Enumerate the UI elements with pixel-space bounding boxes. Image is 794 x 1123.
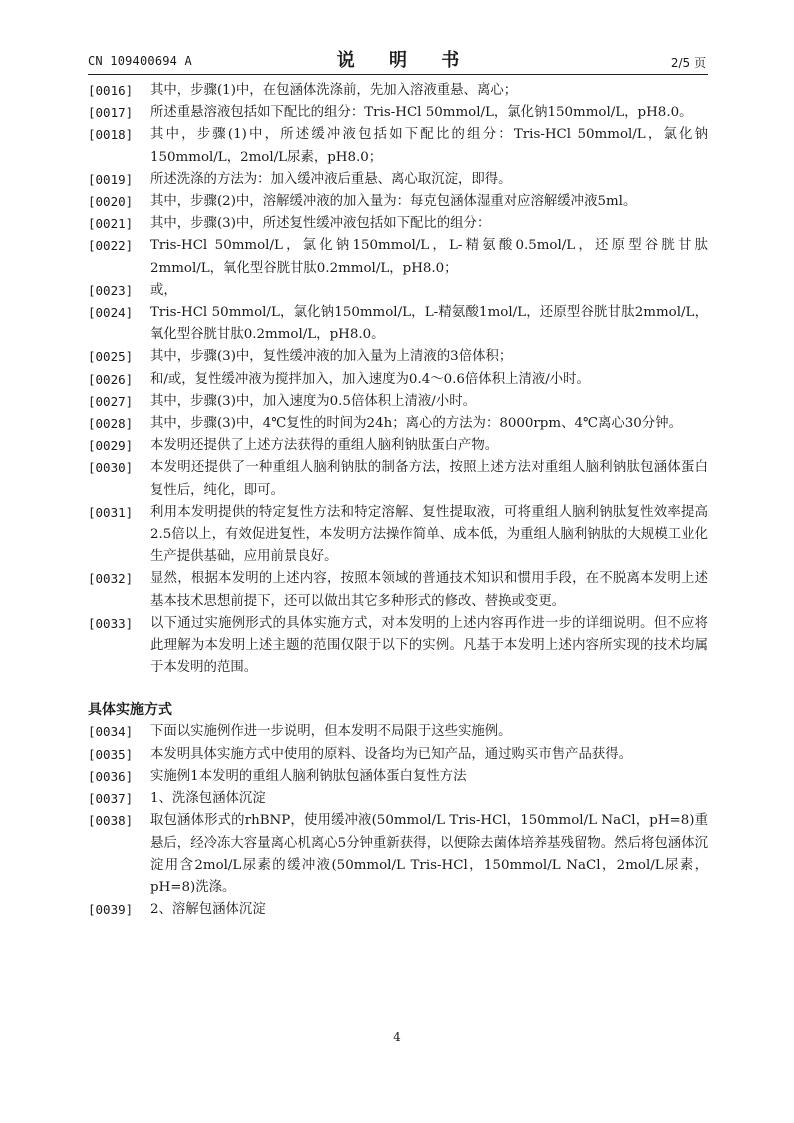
paragraph-number: [0022] bbox=[88, 238, 134, 254]
paragraph-number: [0017] bbox=[88, 105, 134, 121]
paragraph bbox=[88, 124, 708, 168]
paragraph bbox=[88, 457, 708, 501]
paragraph bbox=[88, 169, 708, 191]
paragraph-text: 取包涵体形式的rhBNP，使用缓冲液(50mmol/L Tris-HCl，150mmol/L NaCl，pH=8)重悬后，经冷冻大容量离心机离心5分钟重新获得，以便除去菌体培养基残留物。然后将包涵体沉淀用含2mol/L尿素的缓冲液(50mmol/L Tris-HCl，150mmol/L NaCl，2mol/L尿素，pH=8)洗涤。 bbox=[150, 813, 708, 895]
paragraph-number: [0038] bbox=[88, 813, 134, 829]
paragraph-number: [0027] bbox=[88, 393, 134, 409]
paragraph bbox=[88, 102, 708, 124]
paragraph-text: 其中，步骤(3)中，4℃复性的时间为24h；离心的方法为：8000rpm、4℃离心30分钟。 bbox=[150, 416, 682, 432]
paragraph-number: [0018] bbox=[88, 127, 134, 143]
paragraph-number: [0033] bbox=[88, 615, 134, 631]
paragraph bbox=[88, 346, 708, 368]
paragraph bbox=[88, 191, 708, 213]
paragraph bbox=[88, 369, 708, 391]
page-indicator: 2/5 页 bbox=[670, 56, 706, 70]
paragraph bbox=[88, 721, 708, 743]
paragraph-text: 2、溶解包涵体沉淀 bbox=[150, 902, 266, 918]
paragraph-text: 以下通过实施例形式的具体实施方式，对本发明的上述内容再作进一步的详细说明。但不应将此理解为本发明上述主题的范围仅限于以下的实例。凡基于本发明上述内容所实现的技术均属于本发明的范围。 bbox=[150, 615, 708, 676]
paragraph-text: 其中，步骤(2)中，溶解缓冲液的加入量为：每克包涵体湿重对应溶解缓冲液5ml。 bbox=[150, 194, 637, 210]
paragraph-number: [0030] bbox=[88, 460, 134, 476]
paragraph-text: 其中，步骤(1)中，在包涵体洗涤前，先加入溶液重悬、离心； bbox=[150, 83, 518, 98]
paragraph-text: 下面以实施例作进一步说明，但本发明不局限于这些实施例。 bbox=[150, 724, 512, 740]
paragraph bbox=[88, 80, 708, 102]
document-body bbox=[88, 80, 708, 921]
paragraph-number: [0029] bbox=[88, 438, 134, 454]
paragraph bbox=[88, 413, 708, 435]
paragraph-number: [0021] bbox=[88, 216, 134, 232]
paragraph-text: 1、洗涤包涵体沉淀 bbox=[150, 791, 266, 807]
paragraph-group-1 bbox=[88, 80, 708, 679]
paragraph-number: [0024] bbox=[88, 305, 134, 321]
paragraph-text: 其中，步骤(1)中，所述缓冲液包括如下配比的组分：Tris-HCl 50mmol/L，氯化钠150mmol/L，2mol/L尿素，pH8.0； bbox=[150, 127, 708, 165]
section-title: 具体实施方式 bbox=[88, 702, 172, 719]
paragraph bbox=[88, 744, 708, 766]
paragraph-text: Tris-HCl 50mmol/L，氯化钠150mmol/L，L-精氨酸1mol/L，还原型谷胱甘肽2mmol/L，氧化型谷胱甘肽0.2mmol/L，pH8.0。 bbox=[150, 305, 708, 343]
paragraph-text: 其中，步骤(3)中，所述复性缓冲液包括如下配比的组分： bbox=[150, 216, 491, 232]
paragraph-number: [0028] bbox=[88, 416, 134, 432]
paragraph-number: [0023] bbox=[88, 282, 134, 298]
paragraph-number: [0034] bbox=[88, 724, 134, 740]
paragraph-number: [0036] bbox=[88, 768, 134, 784]
paragraph bbox=[88, 502, 708, 569]
paragraph-number: [0035] bbox=[88, 746, 134, 762]
paragraph-number: [0032] bbox=[88, 571, 134, 587]
paragraph-text: Tris-HCl 50mmol/L，氯化钠150mmol/L，L-精氨酸0.5mol/L，还原型谷胱甘肽2mmol/L，氧化型谷胱甘肽0.2mmol/L，pH8.0； bbox=[150, 238, 708, 276]
paragraph bbox=[88, 391, 708, 413]
page-header bbox=[88, 44, 708, 74]
paragraph-number: [0019] bbox=[88, 171, 134, 187]
paragraph bbox=[88, 302, 708, 346]
paragraph-text: 所述重悬溶液包括如下配比的组分：Tris-HCl 50mmol/L，氯化钠150mmol/L，pH8.0。 bbox=[150, 105, 693, 121]
paragraph-text: 本发明具体实施方式中使用的原料、设备均为已知产品，通过购买市售产品获得。 bbox=[150, 746, 633, 762]
paragraph-number: [0037] bbox=[88, 791, 134, 807]
paragraph-text: 本发明还提供了上述方法获得的重组人脑利钠肽蛋白产物。 bbox=[150, 438, 499, 454]
paragraph bbox=[88, 568, 708, 612]
paragraph-number: [0031] bbox=[88, 504, 134, 520]
paragraph bbox=[88, 766, 708, 788]
paragraph bbox=[88, 613, 708, 680]
paragraph bbox=[88, 899, 708, 921]
paragraph-text: 或， bbox=[150, 282, 177, 298]
paragraph bbox=[88, 213, 708, 235]
paragraph-text: 和/或，复性缓冲液为搅拌加入，加入速度为0.4～0.6倍体积上清液/小时。 bbox=[150, 371, 590, 387]
page-number: 4 bbox=[393, 1030, 401, 1044]
paragraph-group-2 bbox=[88, 721, 708, 921]
paragraph-number: [0026] bbox=[88, 371, 134, 387]
paragraph-text: 本发明还提供了一种重组人脑利钠肽的制备方法，按照上述方法对重组人脑利钠肽包涵体蛋白复性后，纯化，即可。 bbox=[150, 460, 708, 498]
document-title: 说 明 书 bbox=[336, 50, 474, 71]
paragraph-number: [0025] bbox=[88, 349, 134, 365]
paragraph-text: 其中，步骤(3)中，加入速度为0.5倍体积上清液/小时。 bbox=[150, 393, 476, 409]
paragraph-number: [0039] bbox=[88, 902, 134, 918]
paragraph bbox=[88, 788, 708, 810]
paragraph bbox=[88, 435, 708, 457]
patent-number: CN 109400694 A bbox=[88, 54, 192, 68]
paragraph-text: 其中，步骤(3)中，复性缓冲液的加入量为上清液的3倍体积； bbox=[150, 349, 513, 365]
paragraph-text: 实施例1本发明的重组人脑利钠肽包涵体蛋白复性方法 bbox=[150, 768, 467, 784]
header-rule bbox=[88, 74, 708, 75]
paragraph-number: [0020] bbox=[88, 194, 134, 210]
paragraph bbox=[88, 280, 708, 302]
paragraph bbox=[88, 810, 708, 899]
paragraph-text: 显然，根据本发明的上述内容，按照本领域的普通技术知识和惯用手段，在不脱离本发明上述基本技术思想前提下，还可以做出其它多种形式的修改、替换或变更。 bbox=[150, 571, 708, 609]
paragraph bbox=[88, 235, 708, 279]
paragraph-text: 利用本发明提供的特定复性方法和特定溶解、复性提取液，可将重组人脑利钠肽复性效率提高2.5倍以上，有效促进复性，本发明方法操作简单、成本低，为重组人脑利钠肽的大规模工业化生产提供基础，应用前景良好。 bbox=[150, 504, 708, 565]
paragraph-text: 所述洗涤的方法为：加入缓冲液后重悬、离心取沉淀，即得。 bbox=[150, 171, 512, 187]
paragraph-number: [0016] bbox=[88, 83, 134, 98]
